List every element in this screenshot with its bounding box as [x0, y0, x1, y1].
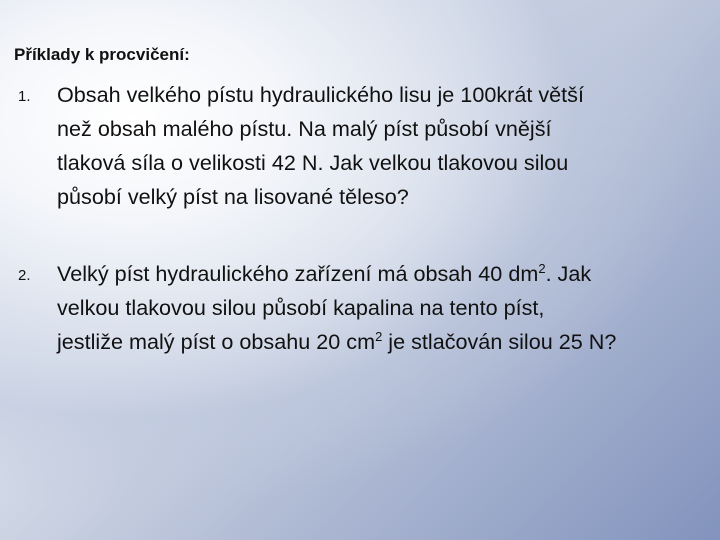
problem-text-line [57, 325, 719, 359]
superscript-exponent: 2 [375, 329, 383, 344]
superscript-exponent: 2 [538, 261, 546, 276]
problem-number: 1. [18, 88, 31, 105]
problem-text-line: Obsah velkého pístu hydraulického lisu je 100krát větší [57, 82, 584, 107]
slide-heading: Příklady k procvičení: [14, 45, 190, 64]
text-segment: je stlačován silou 25 N? [382, 329, 617, 354]
problem-text-line: tlaková síla o velikosti 42 N. Jak velkou tlakovou silou [57, 150, 569, 175]
problem-number: 2. [18, 267, 31, 284]
problem-text-line: než obsah malého pístu. Na malý píst působí vnější [57, 116, 552, 141]
text-segment: Velký píst hydraulického zařízení má obsah 40 dm [57, 261, 539, 286]
text-segment: jestliže malý píst o obsahu 20 cm [57, 329, 376, 354]
problem-text-line: velkou tlakovou silou působí kapalina na tento píst, [57, 295, 545, 320]
problem-text [57, 78, 719, 214]
text-segment: . Jak [545, 261, 592, 286]
problem-text-line: působí velký píst na lisované těleso? [57, 184, 409, 209]
problem-text [57, 257, 719, 359]
problem-text-line [57, 257, 719, 291]
